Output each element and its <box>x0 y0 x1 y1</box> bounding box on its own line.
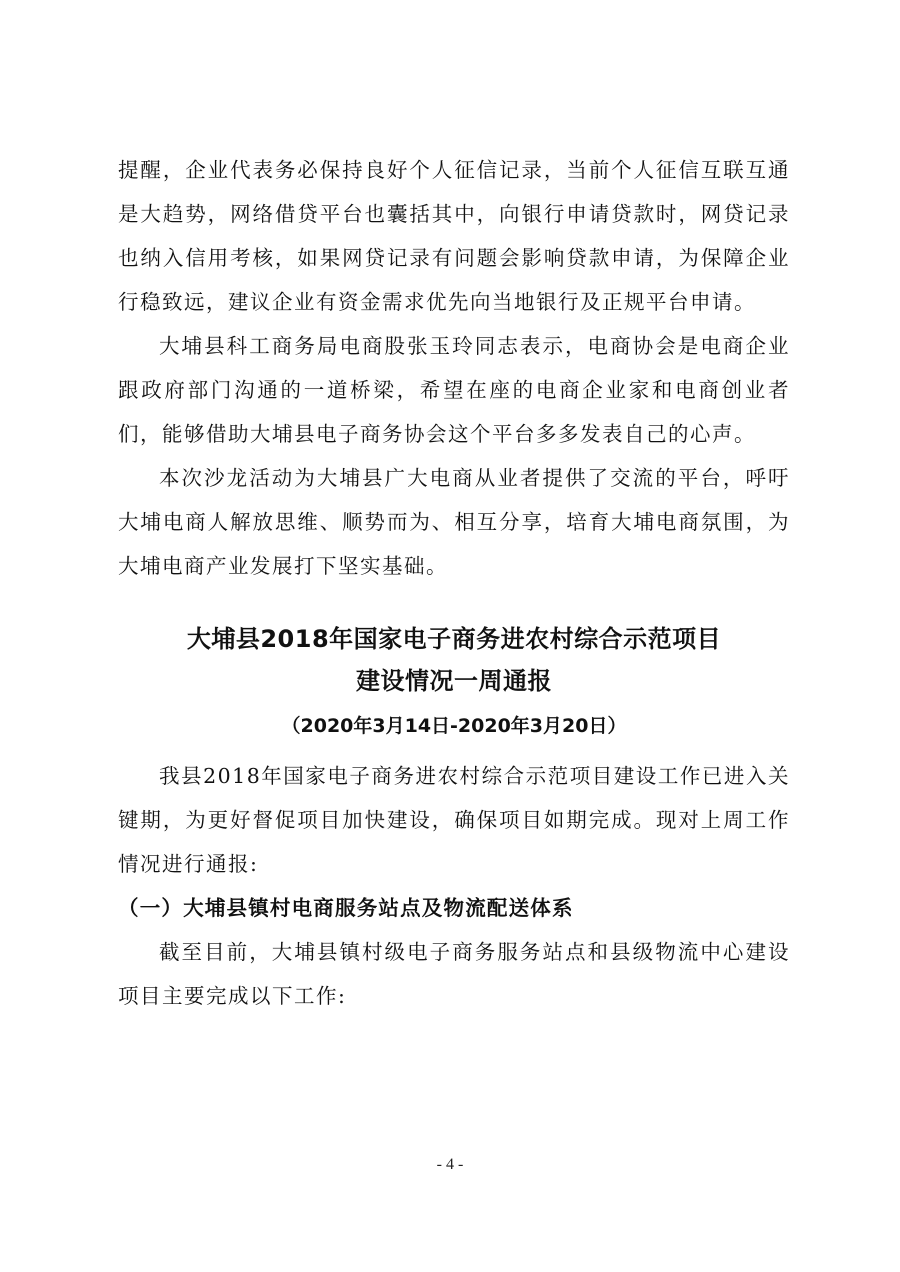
paragraph-association-statement: 大埔县科工商务局电商股张玉玲同志表示，电商协会是电商企业跟政府部门沟通的一道桥梁，希望在座的电商企业家和电商创业者们，能够借助大埔县电子商务协会这个平台多多发表自己的心声。 <box>118 334 790 446</box>
section1-text: 截至目前，大埔县镇村级电子商务服务站点和县级物流中心建设项目主要完成以下工作: <box>118 940 790 1008</box>
page-content <box>118 148 790 1018</box>
report-title-line1: 大埔县2018年国家电子商务进农村综合示范项目 <box>186 625 722 653</box>
report-intro: 我县2018年国家电子商务进农村综合示范项目建设工作已进入关键期，为更好督促项目加快建设，确保项目如期完成。现对上周工作情况进行通报: <box>118 764 790 876</box>
report-title-line2: 建设情况一周通报 <box>356 667 552 695</box>
paragraph-credit-reminder: 提醒，企业代表务必保持良好个人征信记录，当前个人征信互联互通是大趋势，网络借贷平台也囊括其中，向银行申请贷款时，网贷记录也纳入信用考核，如果网贷记录有问题会影响贷款申请，为保障企业行稳致远，建议企业有资金需求优先向当地银行及正规平台申请。 <box>118 158 790 314</box>
page-number: - 4 - <box>436 1156 464 1173</box>
report-title-block <box>118 618 790 746</box>
report-date-range: （2020年3月14日-2020年3月20日） <box>281 715 627 737</box>
section1-heading: （一）大埔县镇村电商服务站点及物流配送体系 <box>118 896 574 920</box>
paragraph-salon-summary: 本次沙龙活动为大埔县广大电商从业者提供了交流的平台，呼吁大埔电商人解放思维、顺势而为、相互分享，培育大埔电商氛围，为大埔电商产业发展打下坚实基础。 <box>118 466 790 578</box>
